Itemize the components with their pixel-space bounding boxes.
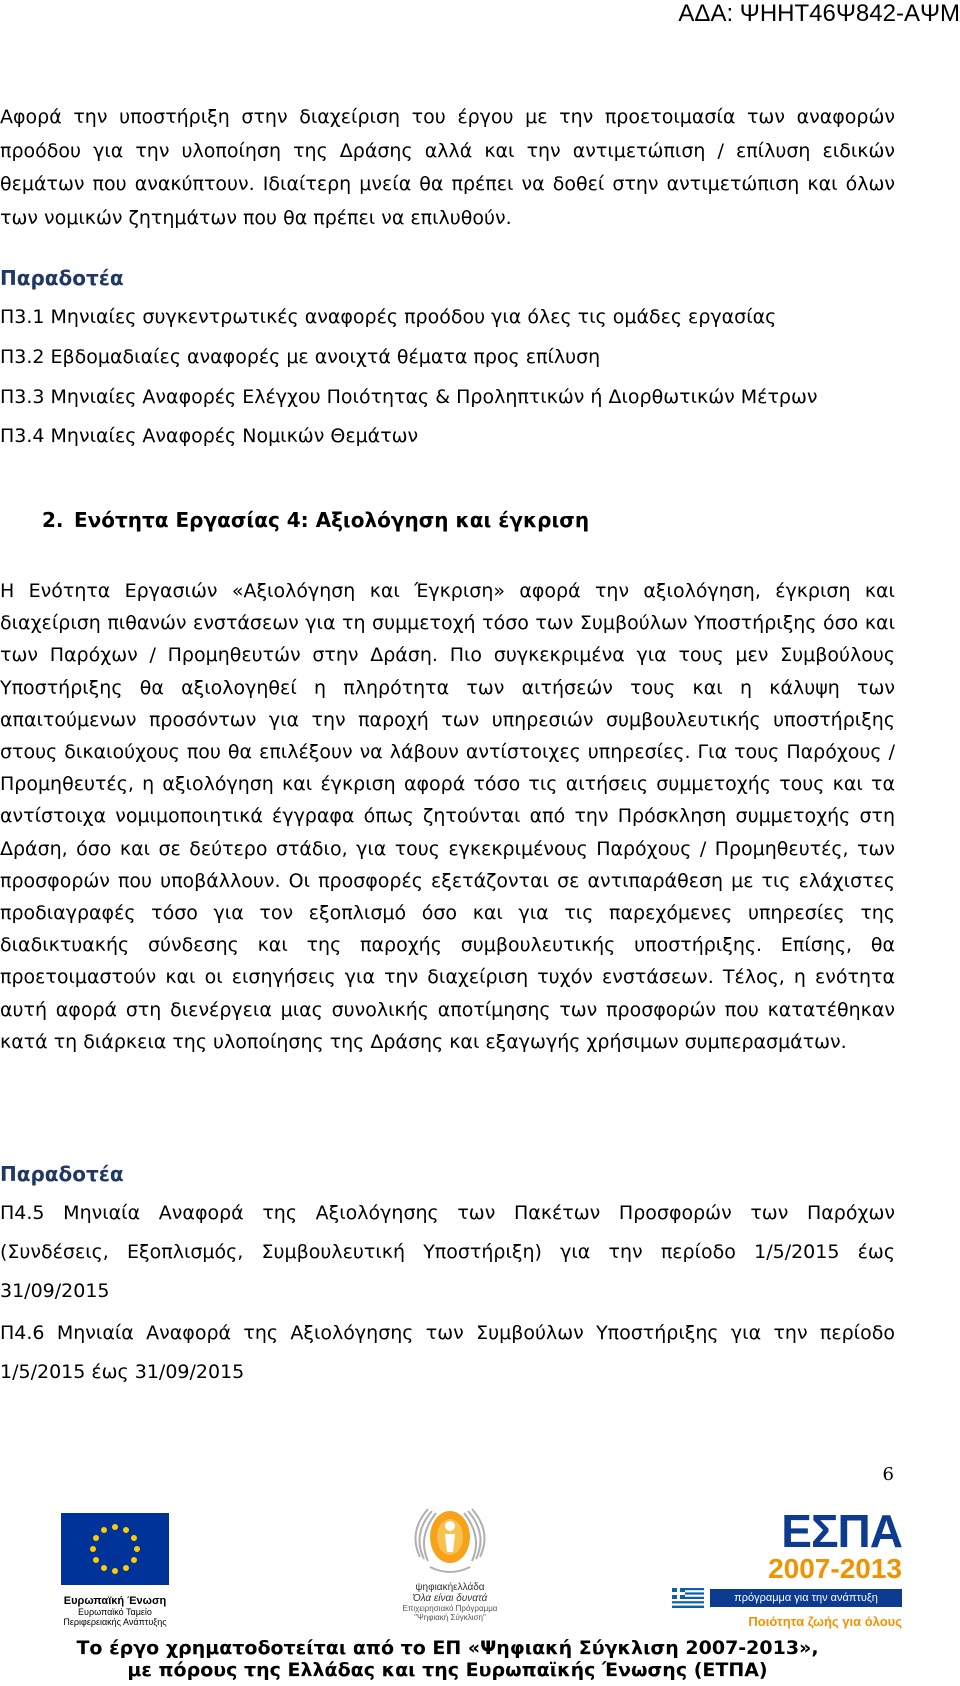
digital-greece-line2: Επιχειρησιακό Πρόγραμμα xyxy=(402,1604,498,1613)
digital-greece-line1: Όλα είναι δυνατά xyxy=(412,1593,488,1604)
section-body: Η Ενότητα Εργασιών «Αξιολόγηση και Έγκριση» αφορά την αξιολόγηση, έγκριση και διαχείριση πιθανών ενστάσεων για τη συμμετοχή τόσο των Συμβούλων Υποστήριξης όσο και των Παρόχων / Προμηθευτών στην Δράση. Πιο συγκεκριμένα για τους μεν Συμβούλους Υποστήριξης θα αξιολογηθεί η πληρότητα των αιτήσεών τους και η κάλυψη των απαιτούμενων προσόντων για την παροχή των υπηρεσιών συμβουλευτικής υποστήριξης στους δικαιούχους που θα επιλέξουν να λάβουν αντίστοιχες υπηρεσίες. Για τους Παρόχους / Προμηθευτές, η αξιολόγηση και έγκριση αφορά τόσο τις αιτήσεις συμμετοχής τους και τα αντίστοιχα νομιμοποιητικά έγγραφα όπως ζητούνται από την Πρόσκληση συμμετοχής στη Δράση, όσο και σε δεύτερο στάδιο, για τους εγκεκριμένους Παρόχους / Προμηθευτές, των προσφορών που υποβάλλουν. Οι προσφορές εξετάζονται σε αντιπαράθεση με τις ελάχιστες προδιαγραφές τόσο για τον εξοπλισμό όσο και για τις παρεχόμενες υπηρεσίες της διαδικτυακής σύνδεσης και της παροχής συμβουλευτικής υποστήριξης. Επίσης, θα προετοιμαστούν και οι εισηγήσεις για την διαχείριση τυχόν ενστάσεων. Τέλος, η ενότητα αυτή αφορά στη διενέργεια μιας συνολικής αποτίμησης των προσφορών που κατατέθηκαν κατά τη διάρκεια της υλοποίησης της Δράσης και εξαγωγής χρήσιμων συμπερασμάτων. xyxy=(0,580,895,1053)
espa-years: 2007-2013 xyxy=(768,1553,902,1584)
espa-logo xyxy=(672,1505,902,1630)
deliverable-item: Π4.6 Μηνιαία Αναφορά της Αξιολόγησης των Συμβούλων Υποστήριξης για την περίοδο 1/5/2015 έως 31/09/2015 xyxy=(0,1322,895,1383)
section-title xyxy=(42,508,589,532)
eu-logo-line1: Ευρωπαϊκή Ένωση xyxy=(63,1595,167,1607)
digital-greece-emblem-icon xyxy=(390,1497,510,1575)
page-number: 6 xyxy=(882,1464,894,1485)
eu-flag-icon xyxy=(55,1513,175,1585)
espa-slogan: πρόγραμμα για την ανάπτυξη xyxy=(710,1589,902,1607)
intro-paragraph: Αφορά την υποστήριξη στην διαχείριση του έργου με την προετοιμασία των αναφορών προόδου για την υλοποίηση της Δράσης αλλά και την αντιμετώπιση / επίλυση ειδικών θεμάτων που ανακύπτουν. Ιδιαίτερη μνεία θα πρέπει να δοθεί στην αντιμετώπιση και όλων των νομικών ζητημάτων που θα πρέπει να επιλυθούν. xyxy=(0,106,895,229)
espa-title: ΕΣΠΑ xyxy=(781,1505,902,1557)
footer-line2: με πόρους της Ελλάδας και της Ευρωπαϊκής Ένωσης (ΕΤΠΑ) xyxy=(127,1659,768,1681)
footer-line1: Το έργο χρηματοδοτείται από το ΕΠ «Ψηφιακή Σύγκλιση 2007-2013», xyxy=(76,1637,819,1659)
digital-greece-line3: "Ψηφιακή Σύγκλιση" xyxy=(414,1613,486,1622)
deliverable-item: Π3.1 Μηνιαίες συγκεντρωτικές αναφορές προόδου για όλες τις ομάδες εργασίας xyxy=(0,306,777,328)
digital-greece-logo xyxy=(390,1497,510,1627)
eu-logo-line3: Περιφερειακής Ανάπτυξης xyxy=(63,1617,167,1627)
espa-slogan-row xyxy=(672,1588,902,1608)
eu-logo-line2: Ευρωπαϊκό Ταμείο xyxy=(78,1607,152,1617)
deliverable-item: Π3.4 Μηνιαίες Αναφορές Νομικών Θεμάτων xyxy=(0,425,419,447)
deliverable-item: Π3.2 Εβδομαδιαίες αναφορές με ανοιχτά θέματα προς επίλυση xyxy=(0,346,601,368)
deliverables-heading: Παραδοτέα xyxy=(0,1162,124,1186)
ada-code: ΑΔΑ: ΨΗΗΤ46Ψ842-ΑΨΜ xyxy=(678,0,960,27)
section-number: 2. xyxy=(42,508,64,532)
deliverable-item: Π3.3 Μηνιαίες Αναφορές Ελέγχου Ποιότητας & Προληπτικών ή Διορθωτικών Μέτρων xyxy=(0,386,818,408)
section-title-text: Ενότητα Εργασίας 4: Αξιολόγηση και έγκριση xyxy=(74,508,590,532)
eu-logo xyxy=(55,1513,175,1628)
deliverable-item: Π4.5 Μηνιαία Αναφορά της Αξιολόγησης των Πακέτων Προσφορών των Παρόχων (Συνδέσεις, Εξοπλισμός, Συμβουλευτική Υποστήριξη) για την περίοδο 1/5/2015 έως 31/09/2015 xyxy=(0,1202,895,1302)
deliverables-heading: Παραδοτέα xyxy=(0,266,124,290)
digital-greece-brand: ψηφιακήελλάδα xyxy=(415,1582,485,1593)
funding-footer xyxy=(0,1637,895,1681)
greek-flag-icon xyxy=(672,1588,704,1608)
espa-tagline: Ποιότητα ζωής για όλους xyxy=(748,1614,902,1629)
